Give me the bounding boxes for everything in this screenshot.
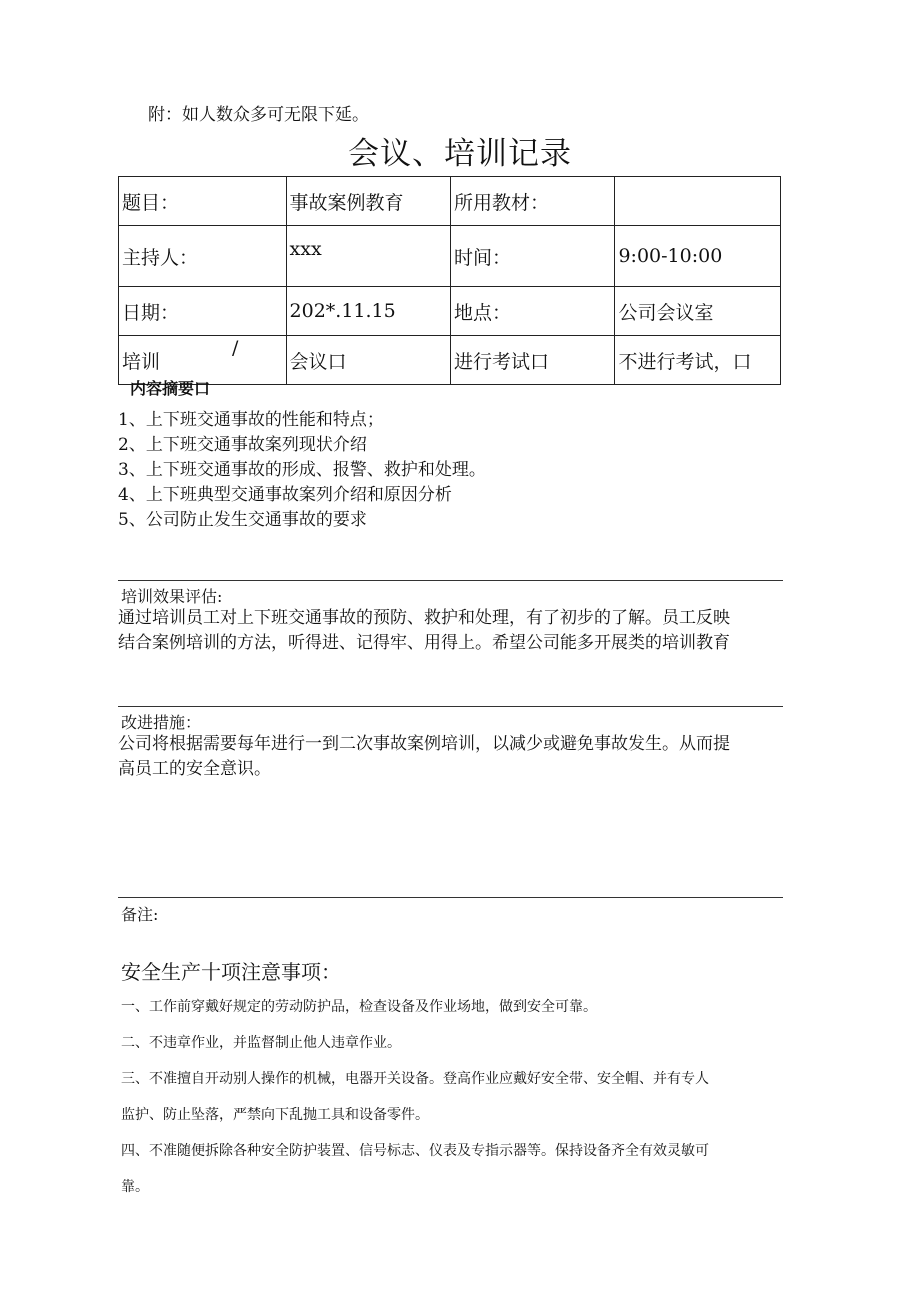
evaluation-line: 结合案例培训的方法，听得进、记得牢、用得上。希望公司能多开展类的培训教育 xyxy=(118,633,730,653)
document-title: 会议、培训记录 xyxy=(348,136,572,172)
material-label: 所用教材： xyxy=(451,177,615,226)
evaluation-line: 通过培训员工对上下班交通事故的预防、救护和处理，有了初步的了解。员工反映 xyxy=(118,608,730,628)
host-value: xxx xyxy=(286,226,450,287)
date-label: 日期： xyxy=(119,287,287,336)
safety-item: 靠。 xyxy=(121,1179,149,1195)
material-value xyxy=(615,177,781,226)
improvement-line: 公司将根据需要每年进行一到二次事故案例培训，以减少或避免事故发生。从而提 xyxy=(118,734,730,754)
evaluation-text xyxy=(118,606,788,656)
evaluation-label: 培训效果评估: xyxy=(121,587,223,606)
list-item: 3、上下班交通事故的形成、报警、救护和处理。 xyxy=(118,460,486,480)
remarks-label: 备注: xyxy=(121,905,159,924)
summary-list xyxy=(118,408,486,533)
time-value: 9:00-10:00 xyxy=(615,226,781,287)
list-item: 1、上下班交通事故的性能和特点； xyxy=(118,410,384,430)
meeting-checkbox-option[interactable]: 会议口 xyxy=(286,336,450,385)
table-row xyxy=(119,287,781,336)
safety-item: 四、不准随便拆除各种安全防护装置、信号标志、仪表及专指示器等。保持设备齐全有效灵敏可 xyxy=(121,1143,709,1159)
place-label: 地点： xyxy=(451,287,615,336)
list-item: 5、公司防止发生交通事故的要求 xyxy=(118,510,367,530)
table-row xyxy=(119,226,781,287)
improvement-label: 改进措施： xyxy=(121,713,202,732)
type-slash: / xyxy=(232,336,239,359)
exam-checkbox-option[interactable]: 进行考试口 xyxy=(451,336,615,385)
divider xyxy=(118,897,783,898)
subject-label: 题目： xyxy=(119,177,287,226)
top-note: 附：如人数众多可无限下延。 xyxy=(148,105,369,125)
list-item: 4、上下班典型交通事故案列介绍和原因分析 xyxy=(118,485,452,505)
type-label: 培训 xyxy=(122,350,161,373)
safety-item: 三、不准擅自开动别人操作的机械，电器开关设备。登高作业应戴好安全带、安全帽、并有专人 xyxy=(121,1071,709,1087)
safety-item: 监护、防止坠落，严禁向下乱抛工具和设备零件。 xyxy=(121,1107,429,1123)
time-label: 时间： xyxy=(451,226,615,287)
subject-value: 事故案例教育 xyxy=(286,177,450,226)
divider xyxy=(118,580,783,581)
record-info-table xyxy=(118,176,781,385)
safety-title: 安全生产十项注意事项： xyxy=(121,960,341,984)
date-value: 202*.11.15 xyxy=(286,287,450,336)
list-item: 2、上下班交通事故案列现状介绍 xyxy=(118,435,367,455)
table-row xyxy=(119,177,781,226)
safety-item: 一、工作前穿戴好规定的劳动防护品，检查设备及作业场地，做到安全可靠。 xyxy=(121,999,597,1015)
place-value: 公司会议室 xyxy=(615,287,781,336)
safety-item: 二、不违章作业，并监督制止他人违章作业。 xyxy=(121,1035,401,1051)
host-label: 主持人： xyxy=(119,226,287,287)
improvement-text xyxy=(118,732,788,782)
summary-heading: 内容摘要口 xyxy=(130,379,211,398)
no-exam-checkbox-option[interactable]: 不进行考试，口 xyxy=(615,336,781,385)
table-row xyxy=(119,336,781,385)
improvement-line: 高员工的安全意识。 xyxy=(118,759,271,779)
divider xyxy=(118,706,783,707)
